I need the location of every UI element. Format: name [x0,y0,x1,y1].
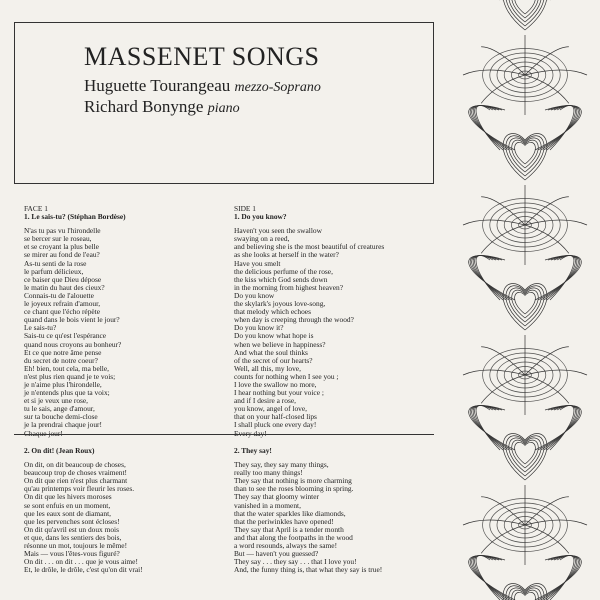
album-title: MASSENET SONGS [84,42,320,71]
song-line: Sais-tu ce qu'est l'espérance [24,331,107,341]
song-line: et se croyant la plus belle [24,242,99,252]
song-lines [24,461,143,574]
song-line: tu le sais, ange d'amour, [24,404,95,414]
song-line: Le sais-tu? [24,323,57,333]
song-line: the skylark's joyous love-song, [234,299,326,309]
face-label: SIDE 1 [234,204,256,213]
song-line: je la prendrai chaque jour! [24,420,102,430]
performer-role: mezzo-Soprano [234,80,321,95]
song-line: On dit qu'avril est un doux mois [24,524,119,534]
song-french-2 [24,447,143,574]
song-line: je n'aime plus l'hirondelle, [24,379,102,389]
song-line: swaying on a reed, [234,234,290,244]
song-line: They say that April is a tender month [234,524,344,534]
performer-name: Richard Bonynge [84,97,204,116]
song-line: le parfum délicieux, [24,266,84,276]
performer-role: piano [207,101,240,116]
song-line: Et ce que notre âme pense [24,347,102,357]
song-line: Chaque jour! [24,428,63,438]
song-line: that on your half-closed lips [234,412,317,422]
song-line: et si je veux une rose, [24,396,89,406]
song-line: sur ta bouche demi-close [24,412,98,422]
song-line: They say . . . they say . . . that I love you! [234,557,357,567]
song-line: le joyeux refrain d'amour, [24,299,101,309]
song-line: Connais-tu de l'alouette [24,290,94,300]
section-divider [14,434,434,435]
song-line: N'as tu pas vu l'hirondelle [24,226,101,236]
song-line: in the morning from highest heaven? [234,282,343,292]
song-line: Do you know it? [234,323,284,333]
song-line: But — haven't you guessed? [234,549,319,559]
song-line: I hear nothing but your voice ; [234,388,324,398]
song-line: quand dans le bois vient le jour? [24,315,120,325]
face-label: FACE 1 [24,204,48,213]
song-line: On dit que rien n'est plus charmant [24,476,128,486]
song-line: really too many things! [234,468,303,478]
song-line: as she looks at herself in the water? [234,250,339,260]
song-line: Well, all this, my love, [234,363,301,373]
song-line: se mirer au fond de l'eau? [24,250,100,260]
song-line: Every day! [234,428,267,438]
song-line: counts for nothing when I see you ; [234,371,339,381]
song-heading: 1. Le sais-tu? (Stéphan Bordèse) [24,212,126,222]
song-line: du secret de notre coeur? [24,355,98,365]
song-line: ce baiser que Dieu dépose [24,274,102,284]
song-line: Et, le drôle, le drôle, c'est qu'on dit vrai! [24,565,143,575]
song-lines [234,227,384,437]
song-line: that the water sparkles like diamonds, [234,508,346,518]
song-line: They say, they say many things, [234,460,329,470]
song-french-1 [24,205,126,438]
song-line: and that along the footpaths in the wood [234,532,353,542]
song-line: que les pervenches sont écloses! [24,516,120,526]
song-heading: 2. On dit! (Jean Roux) [24,446,95,455]
song-lines [234,461,382,574]
song-line: than to see the roses blooming in spring. [234,484,354,494]
song-line: n'est plus rien quand je te vois; [24,371,116,381]
song-line: Do you know [234,290,275,300]
song-line: the delicious perfume of the rose, [234,266,333,276]
song-line: They say that gloomy winter [234,492,319,502]
song-line: a word resounds, always the same! [234,541,338,551]
performer-singer [84,77,321,95]
song-line: Eh! bien, tout cela, ma belle, [24,363,109,373]
song-line: And what the soul thinks [234,347,308,357]
song-line: que les eaux sont de diamant, [24,508,112,518]
song-line: se sont enfuis en un moment, [24,500,111,510]
song-english-2 [234,447,382,574]
song-line: beaucoup trop de choses vraiment! [24,468,128,478]
song-english-1 [234,205,384,438]
song-heading: 1. Do you know? [234,212,287,222]
song-line: I shall pluck one every day! [234,420,317,430]
song-line: As-tu senti de la rose [24,258,87,268]
song-lines [24,227,126,437]
song-line: qu'au printemps voir fleurir les roses. [24,484,135,494]
song-line: se bercer sur le roseau, [24,234,92,244]
song-line: and if I desire a rose, [234,396,296,406]
song-line: On dit . . . on dit . . . que je vous aime! [24,557,138,567]
song-line: Have you smelt [234,258,281,268]
song-line: je n'entends plus que ta voix; [24,388,110,398]
song-line: you know, angel of love, [234,404,307,414]
song-line: when day is creeping through the wood? [234,315,354,325]
song-line: ce chant que l'écho répète [24,307,101,317]
song-line: when we believe in happiness? [234,339,326,349]
song-line: et que, dans les sentiers des bois, [24,532,122,542]
song-line: On dit que les hivers moroses [24,492,112,502]
song-line: vanished in a moment, [234,500,301,510]
song-line: and believing she is the most beautiful of creatures [234,242,385,252]
song-line: And, the funny thing is, that what they say is true! [234,565,383,575]
song-line: that the periwinkles have opened! [234,516,334,526]
song-line: of the secret of our hearts? [234,355,313,365]
song-line: They say that nothing is more charming [234,476,352,486]
song-line: that melody which echoes [234,307,311,317]
song-line: Do you know what hope is [234,331,314,341]
song-line: On dit, on dit beaucoup de choses, [24,460,126,470]
performer-name: Huguette Tourangeau [84,76,231,95]
song-line: quand nous croyons au bonheur? [24,339,122,349]
song-heading: 2. They say! [234,446,272,455]
song-line: résonne un mot, toujours le même! [24,541,128,551]
song-line: the kiss which God sends down [234,274,328,284]
song-line: le matin du haut des cieux? [24,282,105,292]
song-line: I love the swallow no more, [234,379,317,389]
filigree-border-icon [450,0,600,600]
song-line: Haven't you seen the swallow [234,226,322,236]
song-line: Mais — vous l'êtes-vous figuré? [24,549,120,559]
performer-pianist [84,98,240,116]
